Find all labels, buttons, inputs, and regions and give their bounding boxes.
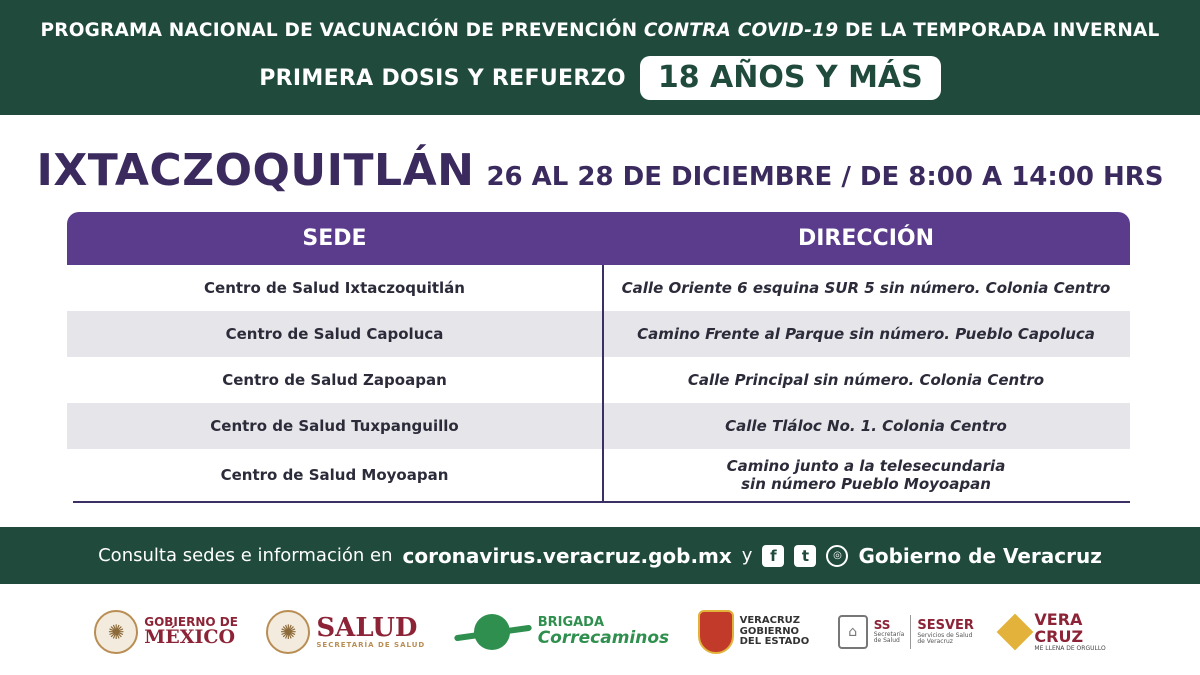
table-row [67, 265, 1130, 311]
consult-text: Consulta sedes e información en [98, 545, 393, 566]
locations-table [67, 212, 1130, 501]
direccion-cell: Calle Principal sin número. Colonia Centro [687, 371, 1045, 389]
roadrunner-icon [454, 612, 532, 652]
sede-cell: Centro de Salud Tuxpanguillo [210, 417, 459, 435]
municipality-title: IXTACZOQUITLÁN [36, 145, 475, 196]
facebook-icon[interactable]: f [762, 545, 784, 567]
program-title: PROGRAMA NACIONAL DE VACUNACIÓN DE PREVENCIÓN CONTRA COVID-19 DE LA TEMPORADA INVERNAL [40, 20, 1160, 41]
table-body [67, 265, 1130, 501]
eagle-seal-icon: ✺ [266, 610, 310, 654]
gobierno-mexico-logo: ✺ GOBIERNO DE MÉXICO [94, 610, 238, 654]
table-row [67, 357, 1130, 403]
dose-label: PRIMERA DOSIS Y REFUERZO [259, 65, 626, 91]
ss-sesver-logo: ⌂ SS Secretaría de Salud SESVER Servicios de Salud de Veracruz [838, 615, 974, 649]
diamond-pattern-icon [997, 614, 1034, 651]
salud-logo: ✺ SALUD SECRETARÍA DE SALUD [266, 610, 425, 654]
sede-cell: Centro de Salud Capoluca [225, 325, 444, 343]
header-direccion: DIRECCIÓN [797, 226, 934, 251]
building-icon: ⌂ [838, 615, 868, 649]
and-text: y [741, 545, 753, 566]
instagram-icon[interactable]: ◎ [826, 545, 848, 567]
column-divider [602, 265, 604, 501]
header-sede: SEDE [302, 226, 367, 251]
website-link[interactable]: coronavirus.veracruz.gob.mx [402, 543, 732, 568]
direccion-cell: Calle Tláloc No. 1. Colonia Centro [725, 417, 1007, 435]
info-band [0, 527, 1200, 584]
dose-line [0, 56, 1200, 100]
eagle-seal-icon: ✺ [94, 610, 138, 654]
direccion-cell: Camino Frente al Parque sin número. Pueblo Capoluca [637, 325, 1095, 343]
table-row [67, 311, 1130, 357]
table-row [67, 449, 1130, 501]
gobierno-veracruz-handle: Gobierno de Veracruz [858, 543, 1102, 568]
age-badge: 18 AÑOS Y MÁS [640, 56, 941, 100]
direccion-cell: Camino junto a la telesecundaria sin número Pueblo Moyoapan [726, 457, 1006, 493]
state-shield-icon [698, 610, 734, 654]
top-banner [0, 0, 1200, 115]
headline [0, 145, 1200, 196]
logo-divider [910, 615, 911, 649]
sede-cell: Centro de Salud Moyoapan [220, 466, 449, 484]
table-row [67, 403, 1130, 449]
sede-cell: Centro de Salud Zapoapan [222, 371, 447, 389]
table-bottom-rule [73, 501, 1130, 503]
brigada-correcaminos-logo: BRIGADA Correcaminos [454, 612, 669, 652]
veracruz-gobierno-logo: VERACRUZ GOBIERNO DEL ESTADO [698, 610, 810, 654]
sede-cell: Centro de Salud Ixtaczoquitlán [204, 279, 465, 297]
schedule-dates: 26 AL 28 DE DICIEMBRE / DE 8:00 A 14:00 HRS [486, 162, 1164, 192]
direccion-cell: Calle Oriente 6 esquina SUR 5 sin número. Colonia Centro [621, 279, 1111, 297]
twitter-icon[interactable]: t [794, 545, 816, 567]
veracruz-orgullo-logo: VERA CRUZ ME LLENA DE ORGULLO [1002, 612, 1105, 652]
table-header [67, 212, 1130, 265]
logo-strip [0, 592, 1200, 672]
